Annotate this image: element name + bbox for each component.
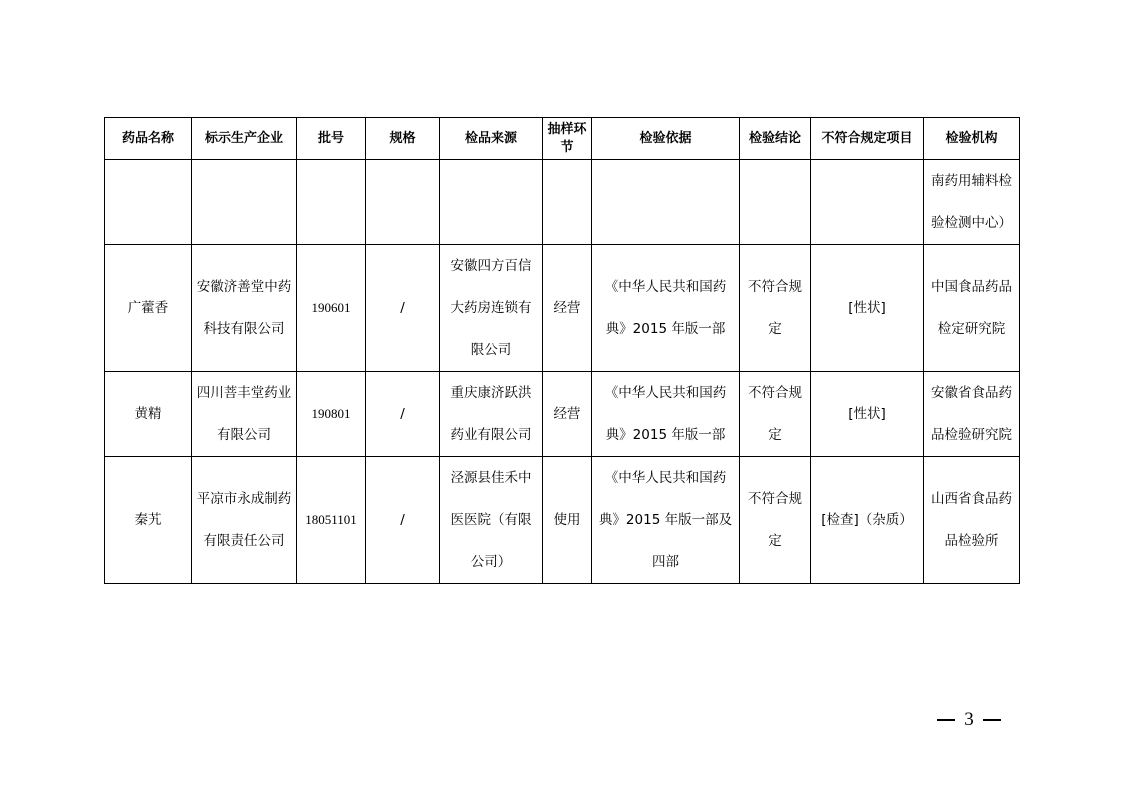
cell-batch-number — [297, 372, 366, 457]
cell-manufacturer — [192, 457, 297, 584]
cell-manufacturer — [192, 372, 297, 457]
cell-text: 安徽四方百信大药房连锁有限公司 — [450, 258, 532, 358]
cell-text: 使用 — [553, 512, 581, 528]
cell-text: 南药用辅料检验检测中心） — [931, 173, 1012, 231]
cell-text: 广藿香 — [127, 300, 169, 316]
cell-drug-name — [105, 457, 192, 584]
cell-inspection-conclusion — [740, 245, 811, 372]
table-row — [105, 160, 1020, 245]
header-inspection-basis: 检验依据 — [592, 118, 740, 160]
cell-text: / — [400, 300, 405, 316]
table-row — [105, 372, 1020, 457]
cell-inspection-basis — [592, 372, 740, 457]
cell-drug-name — [105, 160, 192, 245]
cell-nonconforming-items — [811, 457, 924, 584]
cell-sample-source — [440, 372, 543, 457]
cell-inspection-agency — [924, 245, 1020, 372]
cell-nonconforming-items — [811, 372, 924, 457]
cell-text: 《中华人民共和国药典》2015 年版一部及四部 — [598, 470, 733, 570]
cell-sample-source — [440, 160, 543, 245]
cell-text: [性状] — [848, 406, 886, 422]
header-sampling-stage-text: 抽样环节 — [547, 121, 587, 155]
cell-text: 黄精 — [134, 406, 162, 422]
cell-text: [性状] — [848, 300, 886, 316]
dash-right — [983, 719, 1001, 721]
table-row — [105, 457, 1020, 584]
header-drug-name: 药品名称 — [105, 118, 192, 160]
header-nonconforming-items: 不符合规定项目 — [811, 118, 924, 160]
cell-manufacturer — [192, 160, 297, 245]
cell-text: 不符合规定 — [748, 279, 802, 337]
cell-inspection-basis — [592, 160, 740, 245]
cell-sampling-stage — [543, 372, 592, 457]
cell-inspection-basis — [592, 245, 740, 372]
cell-text: 泾源县佳禾中医医院（有限公司） — [450, 470, 532, 570]
header-sampling-stage — [543, 118, 592, 160]
cell-text: 重庆康济跃洪药业有限公司 — [450, 385, 532, 443]
header-manufacturer: 标示生产企业 — [192, 118, 297, 160]
drug-inspection-table — [104, 117, 1020, 584]
cell-inspection-agency — [924, 457, 1020, 584]
cell-text: 18051101 — [305, 512, 357, 527]
header-row — [105, 118, 1020, 160]
cell-inspection-basis — [592, 457, 740, 584]
cell-text: 四川菩丰堂药业有限公司 — [196, 385, 292, 443]
table-row — [105, 245, 1020, 372]
cell-specification — [366, 160, 440, 245]
cell-inspection-conclusion — [740, 372, 811, 457]
cell-sample-source — [440, 457, 543, 584]
cell-text: 《中华人民共和国药典》2015 年版一部 — [604, 279, 727, 337]
header-inspection-agency: 检验机构 — [924, 118, 1020, 160]
cell-inspection-conclusion — [740, 457, 811, 584]
cell-text: / — [400, 512, 405, 528]
header-batch-number: 批号 — [297, 118, 366, 160]
table-header — [105, 118, 1020, 160]
page-number-value: 3 — [964, 709, 974, 730]
cell-manufacturer — [192, 245, 297, 372]
cell-batch-number — [297, 245, 366, 372]
cell-specification — [366, 372, 440, 457]
dash-left — [937, 719, 955, 721]
cell-drug-name — [105, 245, 192, 372]
cell-sample-source — [440, 245, 543, 372]
cell-nonconforming-items — [811, 245, 924, 372]
cell-text: / — [400, 406, 405, 422]
header-sample-source: 检品来源 — [440, 118, 543, 160]
cell-inspection-conclusion — [740, 160, 811, 245]
cell-text: 安徽济善堂中药科技有限公司 — [196, 279, 292, 337]
cell-text: 平凉市永成制药有限责任公司 — [196, 491, 292, 549]
cell-text: 中国食品药品检定研究院 — [931, 279, 1012, 337]
table-body — [105, 160, 1020, 584]
cell-text: 190801 — [311, 406, 351, 421]
cell-text: 经营 — [553, 406, 581, 422]
cell-text: 190601 — [311, 300, 351, 315]
cell-inspection-agency — [924, 160, 1020, 245]
header-specification: 规格 — [366, 118, 440, 160]
cell-drug-name — [105, 372, 192, 457]
cell-text: 不符合规定 — [748, 385, 802, 443]
cell-batch-number — [297, 160, 366, 245]
cell-batch-number — [297, 457, 366, 584]
cell-sampling-stage — [543, 245, 592, 372]
cell-sampling-stage — [543, 457, 592, 584]
cell-text: 安徽省食品药品检验研究院 — [931, 385, 1012, 443]
cell-specification — [366, 457, 440, 584]
cell-nonconforming-items — [811, 160, 924, 245]
cell-text: 山西省食品药品检验所 — [931, 491, 1012, 549]
header-inspection-conclusion: 检验结论 — [740, 118, 811, 160]
cell-specification — [366, 245, 440, 372]
cell-text: 《中华人民共和国药典》2015 年版一部 — [604, 385, 727, 443]
page-number — [936, 706, 1002, 734]
cell-sampling-stage — [543, 160, 592, 245]
cell-text: 经营 — [553, 300, 581, 316]
cell-text: [检查]（杂质） — [821, 512, 913, 528]
cell-inspection-agency — [924, 372, 1020, 457]
cell-text: 秦艽 — [134, 512, 162, 528]
cell-text: 不符合规定 — [748, 491, 802, 549]
